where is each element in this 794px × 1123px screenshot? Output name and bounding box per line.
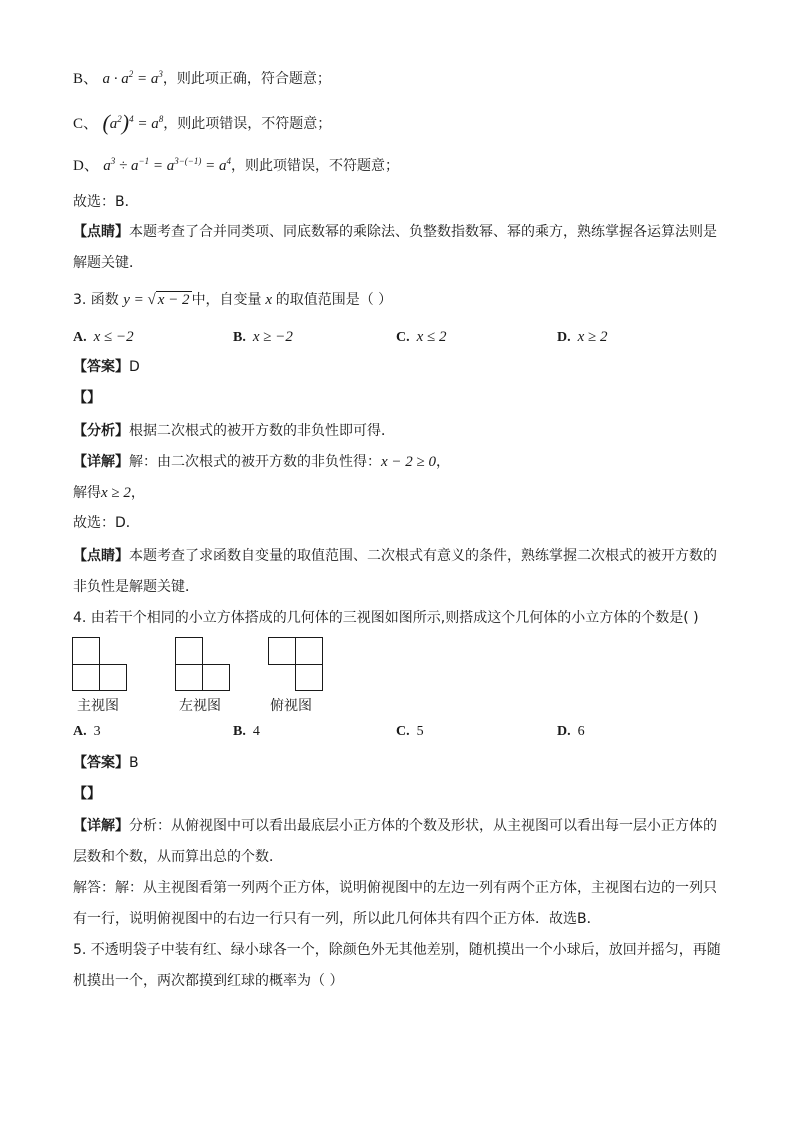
section-tag: 【分析】 [73, 423, 129, 439]
solve-line: 解得x ≥ 2， [73, 485, 145, 501]
answer-3: 【答案】D [73, 359, 140, 375]
question-4: 4. 由若干个相同的小立方体搭成的几何体的三视图如图所示,则搭成这个几何体的小立方体的个数是( ) [73, 610, 699, 626]
top-view-figure [268, 637, 324, 691]
detail-4: 【详解】分析：从俯视图中可以看出最底层小正方体的个数及形状，从主视图可以看出每一层小正方体的 [73, 818, 717, 834]
analysis-3: 【分析】根据二次根式的被开方数的非负性即可得． [73, 423, 395, 439]
section-tag: 【点睛】 [73, 548, 129, 564]
q3-option-c: C. x ≤ 2 [396, 329, 447, 345]
math-expression: y = √ x − 2 [123, 292, 190, 308]
dianjing-paragraph-3-cont: 非负性是解题关键． [73, 579, 199, 595]
q4-option-d: D. 6 [557, 724, 585, 739]
answer-explanation-4: 解答：解：从主视图看第一列两个正方体，说明俯视图中的左边一列有两个正方体，主视图右边的一列只 [73, 880, 717, 896]
math-expression: $(a^2)^4 = a^8$ [102, 110, 164, 135]
section-tag: 【答案】 [73, 755, 129, 771]
top-view-label: 俯视图 [270, 698, 312, 714]
empty-tag: 【】 [73, 390, 101, 406]
answer-4: 【答案】B [73, 755, 139, 771]
q3-option-b: B. x ≥ −2 [233, 329, 293, 345]
math-expression: $a \cdot a^2 = a^3$ [102, 69, 163, 87]
q4-option-c: C. 5 [396, 724, 424, 739]
section-tag: 【详解】 [73, 454, 129, 470]
math-expression: $a^3 \div a^{-1} = a^{3-(-1)} = a^4$ [103, 156, 231, 174]
detail-4-cont: 层数和个数，从而算出总的个数． [73, 849, 283, 865]
q3-option-d: D. x ≥ 2 [557, 329, 608, 345]
option-b-line: B、 $a \cdot a^2 = a^3$，则此项正确，符合题意； [73, 69, 331, 87]
empty-tag-4: 【】 [73, 786, 101, 802]
detail-3: 【详解】解：由二次根式的被开方数的非负性得：x − 2 ≥ 0， [73, 454, 451, 470]
front-view-figure [72, 637, 128, 691]
option-d-line: D、 $a^3 \div a^{-1} = a^{3-(-1)} = a^4$，则此项错误，不符题意； [73, 156, 399, 174]
q4-option-a: A. 3 [73, 724, 101, 739]
side-view-figure [175, 637, 231, 691]
dianjing-paragraph: 【点睛】本题考查了合并同类项、同底数幂的乘除法、负整数指数幂、幂的乘方，熟练掌握各运算法则是 [73, 224, 717, 240]
dianjing-paragraph-cont: 解题关键． [73, 255, 143, 271]
q4-option-b: B. 4 [233, 724, 260, 739]
question-5: 5. 不透明袋子中装有红、绿小球各一个，除颜色外无其他差别，随机摸出一个小球后，放回并摇匀，再随 [73, 942, 721, 958]
question-3: 3. 函数 y = √ x − 2 中，自变量 x 的取值范围是（ ） [73, 292, 393, 308]
q3-option-a: A. x ≤ −2 [73, 329, 134, 345]
question-5-cont: 机摸出一个，两次都摸到红球的概率为（ ） [73, 973, 344, 989]
answer-explanation-4-cont: 有一行，说明俯视图中的右边一行只有一列，所以此几何体共有四个正方体．故选B． [73, 911, 601, 927]
option-c-line: C、 $(a^2)^4 = a^8$，则此项错误，不符题意； [73, 110, 332, 135]
section-tag: 【答案】 [73, 359, 129, 375]
section-tag: 【点睛】 [73, 224, 129, 240]
section-tag: 【详解】 [73, 818, 129, 834]
side-view-label: 左视图 [179, 698, 221, 714]
conclusion-line-3: 故选：D． [73, 515, 140, 531]
dianjing-paragraph-3: 【点睛】本题考查了求函数自变量的取值范围、二次根式有意义的条件，熟练掌握二次根式的被开方数的 [73, 548, 717, 564]
conclusion-line: 故选：B． [73, 194, 139, 210]
front-view-label: 主视图 [77, 698, 119, 714]
